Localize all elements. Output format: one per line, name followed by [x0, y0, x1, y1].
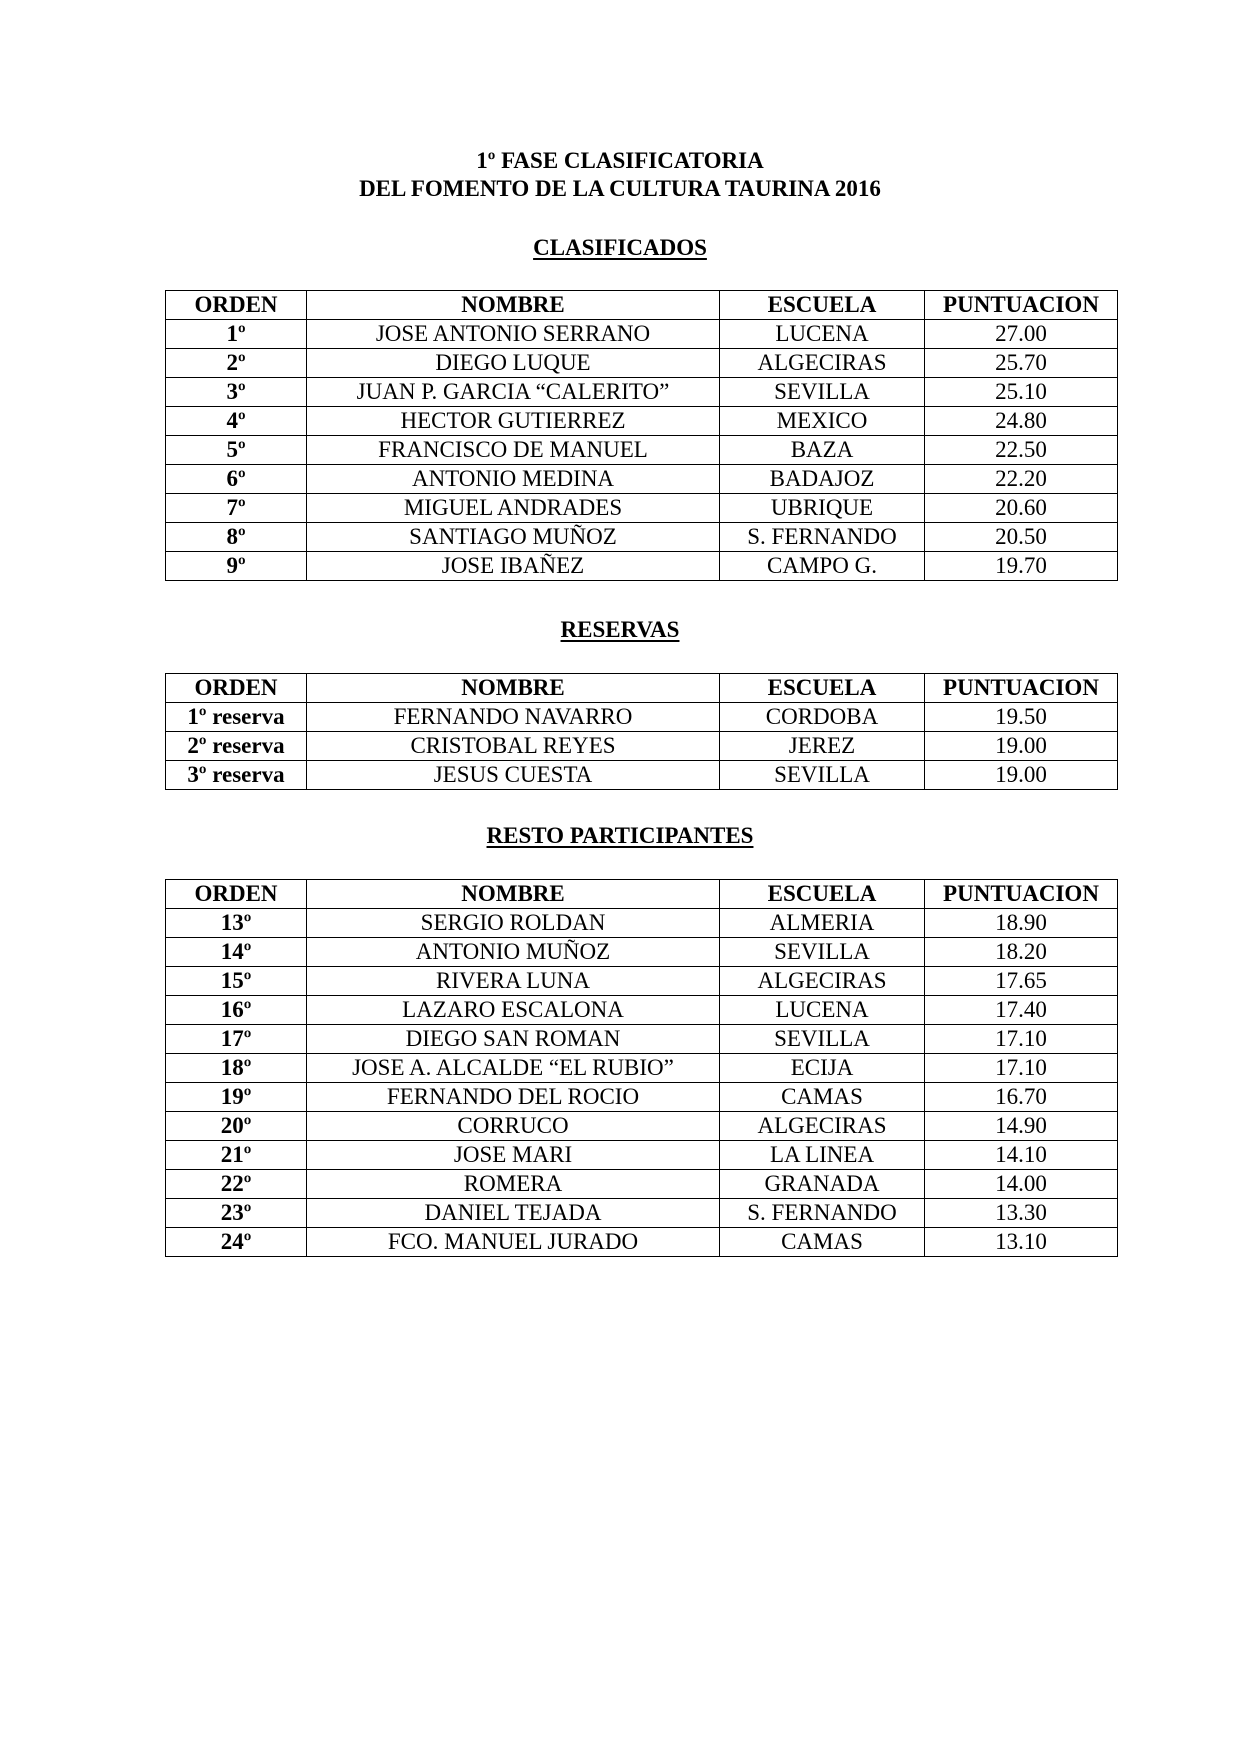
- cell-escuela: JEREZ: [720, 732, 925, 761]
- cell-escuela: SEVILLA: [720, 378, 925, 407]
- cell-orden: 2º reserva: [166, 732, 307, 761]
- cell-orden: 18º: [166, 1054, 307, 1083]
- cell-orden: 13º: [166, 909, 307, 938]
- cell-orden: 23º: [166, 1199, 307, 1228]
- table-row: [166, 436, 1118, 465]
- cell-puntuacion: 17.40: [925, 996, 1118, 1025]
- cell-nombre: JOSE MARI: [307, 1141, 720, 1170]
- cell-escuela: S. FERNANDO: [720, 523, 925, 552]
- cell-nombre: DIEGO LUQUE: [307, 349, 720, 378]
- cell-escuela: SEVILLA: [720, 938, 925, 967]
- cell-orden: 3º reserva: [166, 761, 307, 790]
- cell-nombre: JUAN P. GARCIA “CALERITO”: [307, 378, 720, 407]
- table-row: [166, 938, 1118, 967]
- table-row: [166, 1025, 1118, 1054]
- cell-orden: 6º: [166, 465, 307, 494]
- cell-escuela: CAMAS: [720, 1083, 925, 1112]
- cell-escuela: MEXICO: [720, 407, 925, 436]
- table-row: [166, 1170, 1118, 1199]
- cell-escuela: ALGECIRAS: [720, 1112, 925, 1141]
- table-row: [166, 1054, 1118, 1083]
- column-header-nombre: NOMBRE: [307, 291, 720, 320]
- cell-escuela: GRANADA: [720, 1170, 925, 1199]
- section-heading-reservas: RESERVAS: [560, 617, 680, 642]
- cell-nombre: JOSE ANTONIO SERRANO: [307, 320, 720, 349]
- table-header-row: [166, 291, 1118, 320]
- cell-escuela: ALGECIRAS: [720, 967, 925, 996]
- cell-orden: 5º: [166, 436, 307, 465]
- cell-orden: 24º: [166, 1228, 307, 1257]
- cell-escuela: ALMERIA: [720, 909, 925, 938]
- table-row: [166, 1199, 1118, 1228]
- column-header-orden: ORDEN: [166, 880, 307, 909]
- cell-puntuacion: 13.10: [925, 1228, 1118, 1257]
- column-header-nombre: NOMBRE: [307, 674, 720, 703]
- cell-puntuacion: 14.10: [925, 1141, 1118, 1170]
- cell-puntuacion: 22.20: [925, 465, 1118, 494]
- cell-escuela: ECIJA: [720, 1054, 925, 1083]
- cell-orden: 20º: [166, 1112, 307, 1141]
- column-header-nombre: NOMBRE: [307, 880, 720, 909]
- cell-orden: 3º: [166, 378, 307, 407]
- cell-puntuacion: 17.10: [925, 1025, 1118, 1054]
- cell-orden: 19º: [166, 1083, 307, 1112]
- column-header-escuela: ESCUELA: [720, 291, 925, 320]
- cell-escuela: SEVILLA: [720, 1025, 925, 1054]
- cell-orden: 1º reserva: [166, 703, 307, 732]
- cell-nombre: FRANCISCO DE MANUEL: [307, 436, 720, 465]
- cell-nombre: MIGUEL ANDRADES: [307, 494, 720, 523]
- cell-puntuacion: 25.70: [925, 349, 1118, 378]
- cell-escuela: CAMPO G.: [720, 552, 925, 581]
- cell-escuela: LUCENA: [720, 996, 925, 1025]
- section-heading-resto-participantes: RESTO PARTICIPANTES: [486, 823, 754, 848]
- cell-puntuacion: 17.65: [925, 967, 1118, 996]
- cell-puntuacion: 19.00: [925, 732, 1118, 761]
- table-row: [166, 761, 1118, 790]
- cell-puntuacion: 16.70: [925, 1083, 1118, 1112]
- cell-puntuacion: 18.20: [925, 938, 1118, 967]
- cell-nombre: JOSE IBAÑEZ: [307, 552, 720, 581]
- cell-puntuacion: 27.00: [925, 320, 1118, 349]
- table-row: [166, 703, 1118, 732]
- cell-nombre: ROMERA: [307, 1170, 720, 1199]
- table-row: [166, 465, 1118, 494]
- cell-escuela: LUCENA: [720, 320, 925, 349]
- cell-orden: 7º: [166, 494, 307, 523]
- cell-puntuacion: 18.90: [925, 909, 1118, 938]
- cell-puntuacion: 19.70: [925, 552, 1118, 581]
- cell-puntuacion: 17.10: [925, 1054, 1118, 1083]
- cell-nombre: SERGIO ROLDAN: [307, 909, 720, 938]
- table-row: [166, 378, 1118, 407]
- column-header-orden: ORDEN: [166, 674, 307, 703]
- column-header-puntuacion: PUNTUACION: [925, 291, 1118, 320]
- cell-orden: 15º: [166, 967, 307, 996]
- column-header-orden: ORDEN: [166, 291, 307, 320]
- column-header-escuela: ESCUELA: [720, 674, 925, 703]
- table-row: [166, 996, 1118, 1025]
- cell-nombre: ANTONIO MEDINA: [307, 465, 720, 494]
- cell-escuela: LA LINEA: [720, 1141, 925, 1170]
- resto-participantes-table: [165, 879, 1118, 1257]
- cell-nombre: FERNANDO NAVARRO: [307, 703, 720, 732]
- cell-puntuacion: 14.00: [925, 1170, 1118, 1199]
- table-row: [166, 494, 1118, 523]
- table-row: [166, 1141, 1118, 1170]
- column-header-puntuacion: PUNTUACION: [925, 674, 1118, 703]
- cell-nombre: SANTIAGO MUÑOZ: [307, 523, 720, 552]
- table-row: [166, 349, 1118, 378]
- table-row: [166, 909, 1118, 938]
- document-title-line-2: DEL FOMENTO DE LA CULTURA TAURINA 2016: [359, 176, 881, 201]
- document-title-line-1: 1º FASE CLASIFICATORIA: [476, 148, 764, 173]
- column-header-escuela: ESCUELA: [720, 880, 925, 909]
- cell-escuela: CORDOBA: [720, 703, 925, 732]
- cell-puntuacion: 19.50: [925, 703, 1118, 732]
- cell-orden: 21º: [166, 1141, 307, 1170]
- cell-nombre: RIVERA LUNA: [307, 967, 720, 996]
- cell-puntuacion: 20.50: [925, 523, 1118, 552]
- table-row: [166, 1228, 1118, 1257]
- cell-nombre: ANTONIO MUÑOZ: [307, 938, 720, 967]
- cell-orden: 8º: [166, 523, 307, 552]
- cell-nombre: JOSE A. ALCALDE “EL RUBIO”: [307, 1054, 720, 1083]
- cell-escuela: SEVILLA: [720, 761, 925, 790]
- cell-puntuacion: 19.00: [925, 761, 1118, 790]
- cell-escuela: ALGECIRAS: [720, 349, 925, 378]
- cell-escuela: UBRIQUE: [720, 494, 925, 523]
- reservas-table: [165, 673, 1118, 790]
- table-row: [166, 732, 1118, 761]
- table-row: [166, 523, 1118, 552]
- table-header-row: [166, 674, 1118, 703]
- cell-nombre: CORRUCO: [307, 1112, 720, 1141]
- cell-orden: 14º: [166, 938, 307, 967]
- column-header-puntuacion: PUNTUACION: [925, 880, 1118, 909]
- cell-puntuacion: 22.50: [925, 436, 1118, 465]
- cell-orden: 22º: [166, 1170, 307, 1199]
- cell-nombre: FERNANDO DEL ROCIO: [307, 1083, 720, 1112]
- cell-orden: 1º: [166, 320, 307, 349]
- table-row: [166, 967, 1118, 996]
- cell-nombre: CRISTOBAL REYES: [307, 732, 720, 761]
- table-row: [166, 552, 1118, 581]
- cell-puntuacion: 14.90: [925, 1112, 1118, 1141]
- cell-nombre: JESUS CUESTA: [307, 761, 720, 790]
- table-row: [166, 1083, 1118, 1112]
- table-row: [166, 320, 1118, 349]
- cell-nombre: DANIEL TEJADA: [307, 1199, 720, 1228]
- cell-nombre: DIEGO SAN ROMAN: [307, 1025, 720, 1054]
- cell-nombre: HECTOR GUTIERREZ: [307, 407, 720, 436]
- cell-nombre: LAZARO ESCALONA: [307, 996, 720, 1025]
- cell-orden: 4º: [166, 407, 307, 436]
- clasificados-table: [165, 290, 1118, 581]
- cell-escuela: S. FERNANDO: [720, 1199, 925, 1228]
- cell-puntuacion: 24.80: [925, 407, 1118, 436]
- table-header-row: [166, 880, 1118, 909]
- cell-escuela: BAZA: [720, 436, 925, 465]
- cell-escuela: BADAJOZ: [720, 465, 925, 494]
- cell-orden: 17º: [166, 1025, 307, 1054]
- cell-nombre: FCO. MANUEL JURADO: [307, 1228, 720, 1257]
- table-row: [166, 407, 1118, 436]
- table-row: [166, 1112, 1118, 1141]
- section-heading-clasificados: CLASIFICADOS: [533, 235, 707, 260]
- cell-puntuacion: 13.30: [925, 1199, 1118, 1228]
- cell-puntuacion: 20.60: [925, 494, 1118, 523]
- cell-orden: 16º: [166, 996, 307, 1025]
- cell-escuela: CAMAS: [720, 1228, 925, 1257]
- cell-orden: 9º: [166, 552, 307, 581]
- cell-orden: 2º: [166, 349, 307, 378]
- cell-puntuacion: 25.10: [925, 378, 1118, 407]
